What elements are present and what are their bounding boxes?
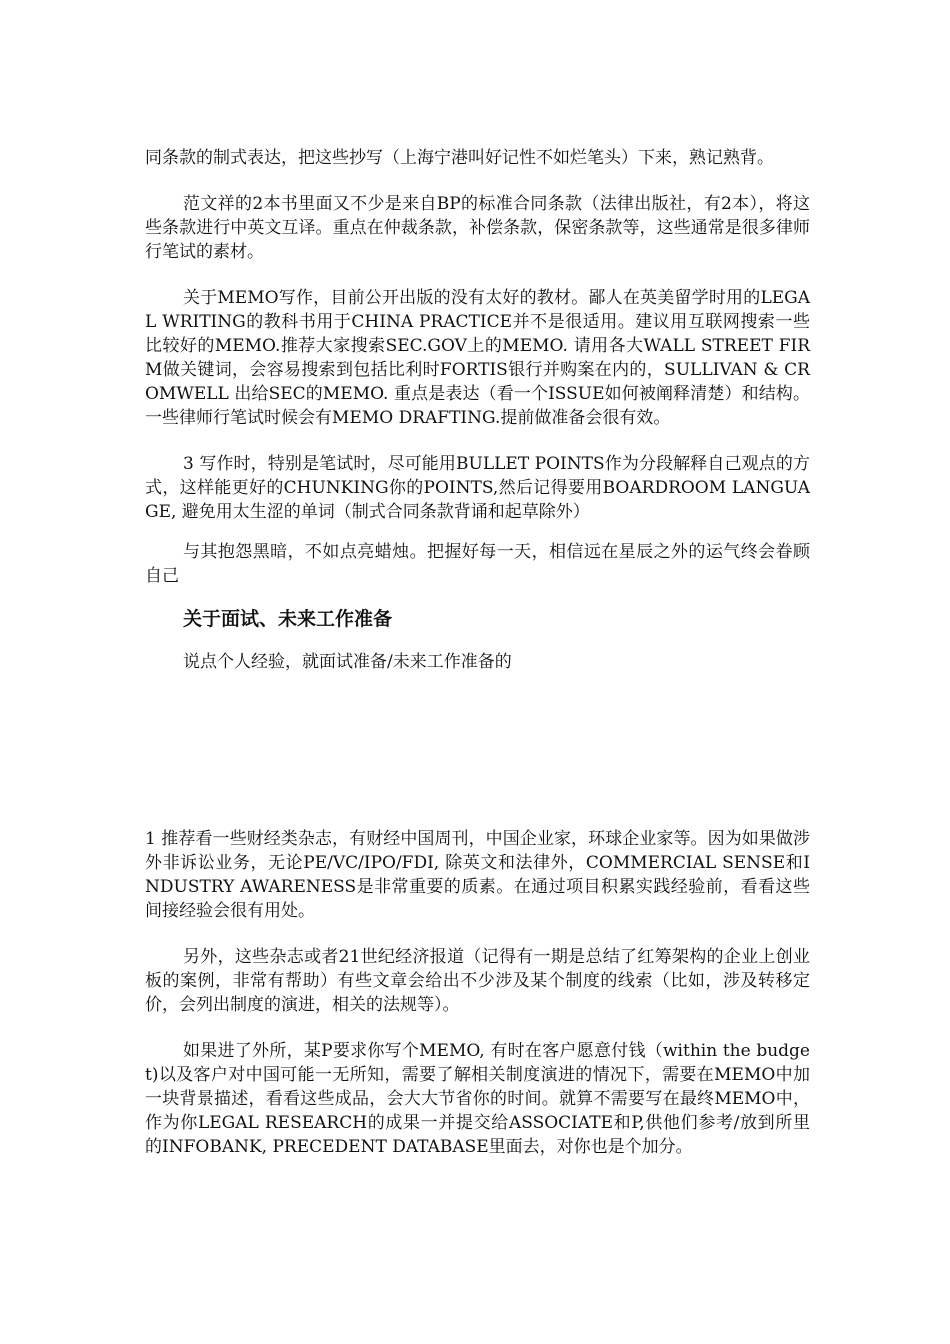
- section-heading: 关于面试、未来工作准备: [183, 608, 393, 630]
- paragraph-encouragement: 与其抱怨黑暗，不如点亮蜡烛。把握好每一天，相信远在星辰之外的运气终会眷顾自己: [145, 542, 810, 586]
- paragraph-bullet-points: 3 写作时，特别是笔试时，尽可能用BULLET POINTS作为分段解释自己观点的方式，这样能更好的CHUNKING你的POINTS,然后记得要用BOARDROOM LANGUAGE, 避免用太生涩的单词（制式合同条款背诵和起草除外）: [145, 454, 810, 522]
- paragraph-foreign-firm-memo: 如果进了外所，某P要求你写个MEMO, 有时在客户愿意付钱（within the budget)以及客户对中国可能一无所知，需要了解相关制度演进的情况下，需要在MEMO中加一块背景描述，看看这些成品，会大大节省你的时间。就算不需要写在最终MEMO中，作为你LEGAL RESEARCH的成果一并提交给ASSOCIATE和P,供他们参考/放到所里的INFOBANK, PRECEDENT DATABASE里面去，对你也是个加分。: [145, 1041, 810, 1157]
- paragraph-memo-writing: 关于MEMO写作，目前公开出版的没有太好的教材。鄙人在英美留学时用的LEGAL WRITING的教科书用于CHINA PRACTICE并不是很适用。建议用互联网搜索一些比较好的MEMO.推荐大家搜索SEC.GOV上的MEMO. 请用各大WALL STREET FIRM做关键词，会容易搜索到包括比利时FORTIS银行并购案在内的，SULLIVAN & CROMWELL 出给SEC的MEMO. 重点是表达（看一个ISSUE如何被阐释清楚）和结构。一些律师行笔试时候会有MEMO DRAFTING.提前做准备会很有效。: [145, 288, 810, 428]
- section-intro: 说点个人经验，就面试准备/未来工作准备的: [183, 652, 512, 672]
- document-page-top: [145, 146, 810, 674]
- paragraph-continuation: 同条款的制式表达，把这些抄写（上海宁港叫好记性不如烂笔头）下来，熟记熟背。: [145, 148, 774, 168]
- document-page-bottom: [145, 827, 810, 1159]
- paragraph-finance-magazines: 1 推荐看一些财经类杂志，有财经中国周刊，中国企业家，环球企业家等。因为如果做涉外非诉讼业务，无论PE/VC/IPO/FDI, 除英文和法律外，COMMERCIAL SENSE和INDUSTRY AWARENESS是非常重要的质素。在通过项目积累实践经验前，看看这些间接经验会很有用处。: [145, 829, 810, 921]
- paragraph-fan-wenxiang-books: 范文祥的2本书里面又不少是来自BP的标准合同条款（法律出版社，有2本），将这些条款进行中英文互译。重点在仲裁条款，补偿条款，保密条款等，这些通常是很多律师行笔试的素材。: [145, 194, 810, 262]
- paragraph-21st-century-herald: 另外，这些杂志或者21世纪经济报道（记得有一期是总结了红筹架构的企业上创业板的案例，非常有帮助）有些文章会给出不少涉及某个制度的线索（比如，涉及转移定价，会列出制度的演进，相关的法规等）。: [145, 947, 810, 1015]
